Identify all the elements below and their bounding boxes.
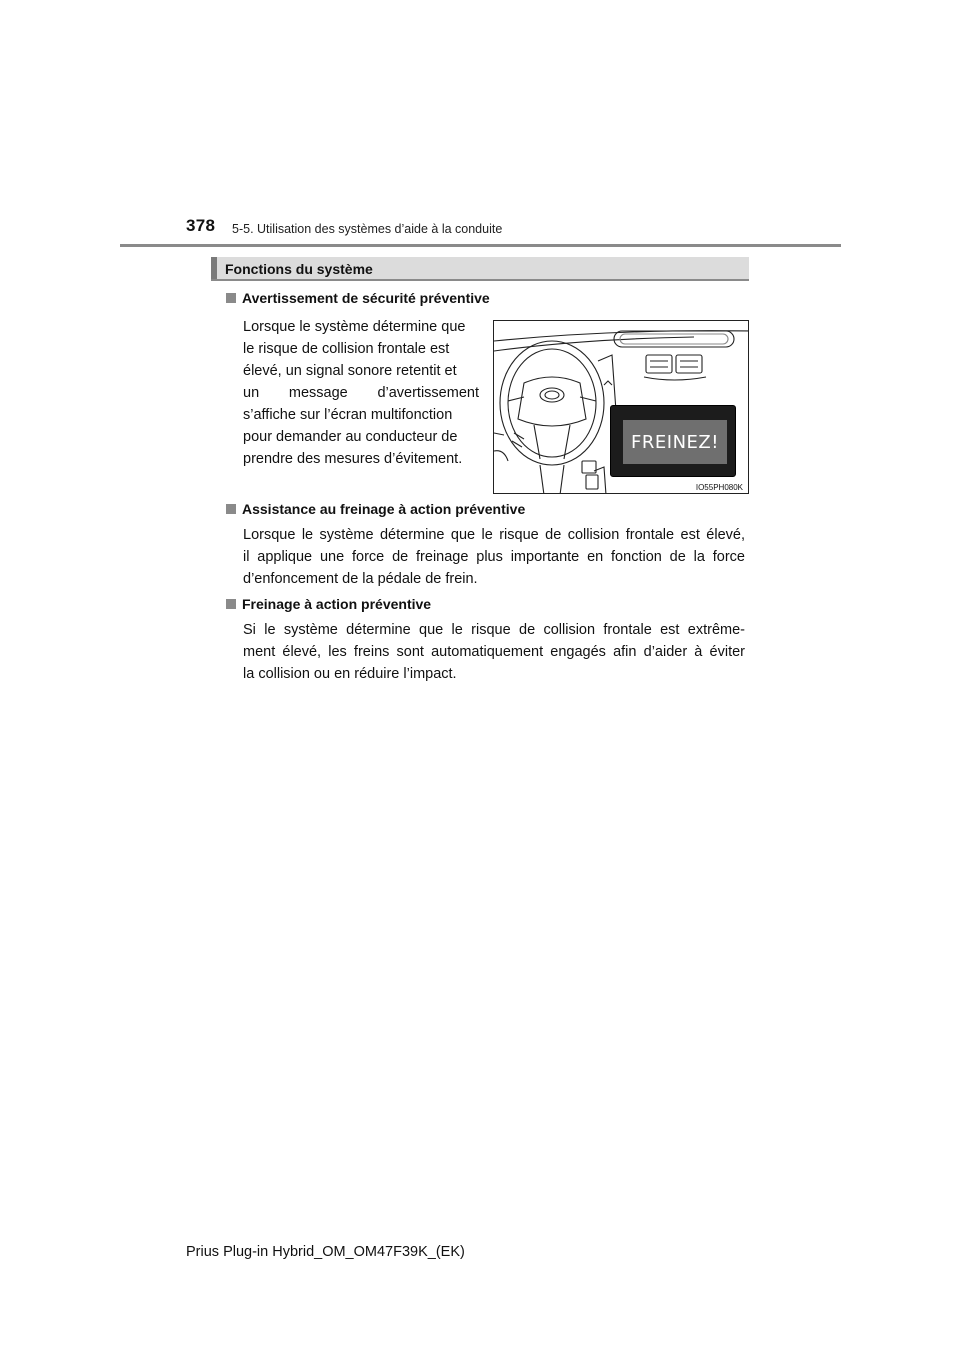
page-number: 378 xyxy=(186,216,216,235)
body-line: d’enfoncement de la pédale de frein. xyxy=(243,571,478,587)
brake-warning-message: FREINEZ! xyxy=(631,431,719,453)
figure-code: IO55PH080K xyxy=(695,483,743,492)
body-line: s’affiche sur l’écran multifonction xyxy=(243,407,453,423)
item-heading-label: Avertissement de sécurité préventive xyxy=(242,290,490,306)
body-line: il applique une force de freinage plus importante en fonction de la force xyxy=(243,549,745,565)
item-body-warning xyxy=(243,316,479,470)
body-line: le risque de collision frontale est xyxy=(243,341,450,357)
bullet-square-icon xyxy=(226,599,236,609)
body-line: élevé, un signal sonore retentit et xyxy=(243,363,457,379)
body-line: Lorsque le système détermine que xyxy=(243,319,466,335)
item-body-pre-collision-braking xyxy=(243,619,745,685)
subsection-accent xyxy=(211,257,217,279)
bullet-square-icon xyxy=(226,504,236,514)
body-line: Si le système détermine que le risque de collision frontale est extrême- xyxy=(243,622,745,638)
warning-message-panel xyxy=(623,420,727,464)
item-heading-warning xyxy=(226,290,490,306)
footer-document-id: Prius Plug-in Hybrid_OM_OM47F39K_(EK) xyxy=(186,1244,465,1260)
body-line: un message d’avertissement xyxy=(243,385,479,401)
item-heading-label: Assistance au freinage à action préventive xyxy=(242,501,526,517)
item-heading-brake-assist xyxy=(226,501,525,517)
header-rule xyxy=(120,244,841,247)
item-body-brake-assist xyxy=(243,524,745,590)
dashboard-illustration xyxy=(493,320,749,494)
bullet-square-icon xyxy=(226,293,236,303)
subsection-bar xyxy=(211,257,749,281)
multi-information-display xyxy=(610,405,736,477)
body-line: ment élevé, les freins sont automatiquement engagés afin d’aider à éviter xyxy=(243,644,745,660)
item-heading-label: Freinage à action préventive xyxy=(242,596,432,612)
body-line: la collision ou en réduire l’impact. xyxy=(243,666,457,682)
item-heading-pre-collision-braking xyxy=(226,596,431,612)
section-title: 5-5. Utilisation des systèmes d’aide à la conduite xyxy=(232,222,503,236)
body-line: prendre des mesures d’évitement. xyxy=(243,451,463,467)
subsection-title: Fonctions du système xyxy=(225,261,373,277)
body-line: Lorsque le système détermine que le risque de collision frontale est élevé, xyxy=(243,527,745,543)
body-line: pour demander au conducteur de xyxy=(243,429,458,445)
